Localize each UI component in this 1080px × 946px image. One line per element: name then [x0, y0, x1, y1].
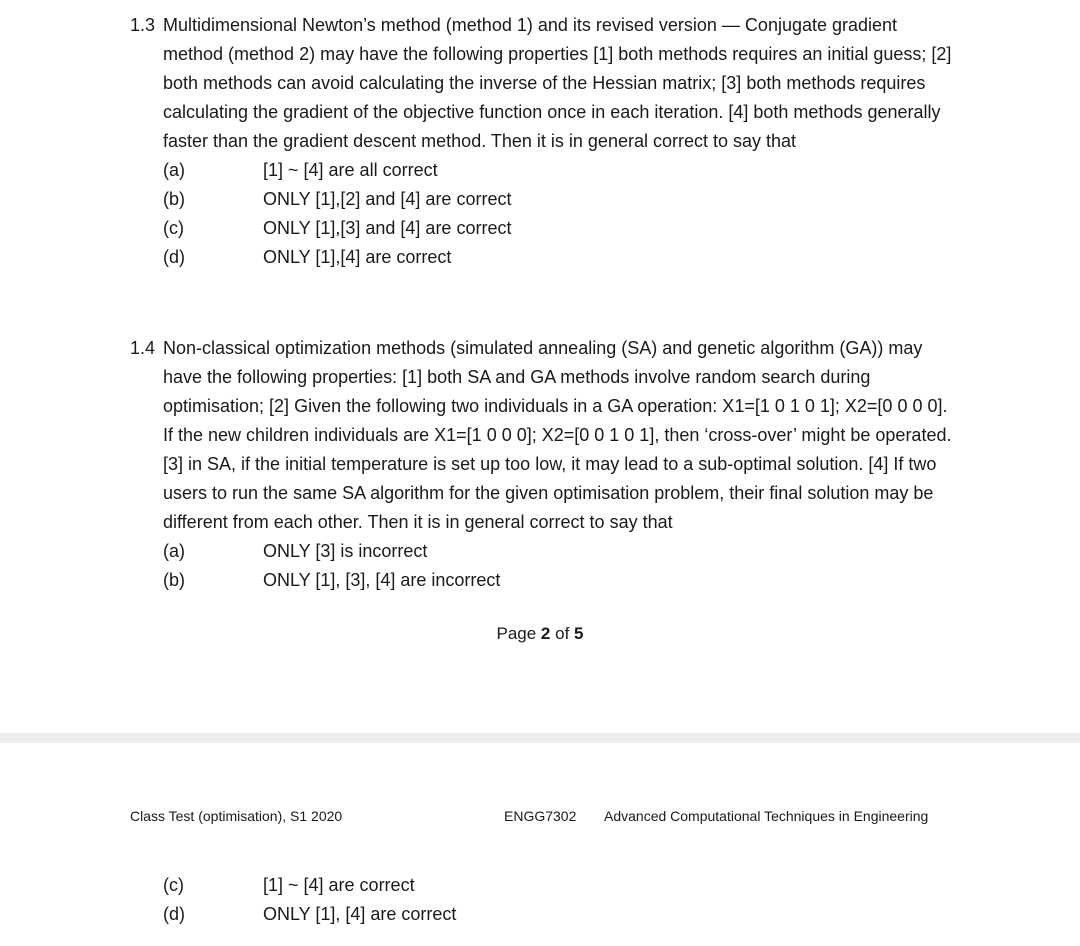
option-d: [163, 900, 960, 929]
option-letter: (c): [163, 875, 184, 895]
page-label: Page: [496, 624, 537, 643]
option-text: ONLY [1], [3], [4] are incorrect: [263, 570, 501, 590]
option-d: [163, 243, 960, 272]
option-c: [163, 214, 960, 243]
option-letter: (d): [163, 904, 185, 924]
option-a: [163, 537, 960, 566]
footer-course-code: ENGG7302: [504, 808, 577, 824]
question-1-4-continued: [130, 871, 960, 929]
option-letter: (d): [163, 247, 185, 267]
option-text: ONLY [1],[4] are correct: [263, 247, 452, 267]
option-text: [1] ~ [4] are correct: [263, 875, 415, 895]
option-text: ONLY [1],[2] and [4] are correct: [263, 189, 512, 209]
option-letter: (c): [163, 218, 184, 238]
option-text: ONLY [3] is incorrect: [263, 541, 428, 561]
option-text: ONLY [1],[3] and [4] are correct: [263, 218, 512, 238]
option-b: [163, 566, 960, 595]
page-total: 5: [574, 624, 584, 643]
page-of: of: [555, 624, 570, 643]
question-text: Non-classical optimization methods (simulated annealing (SA) and genetic algorithm (GA)) may have the following properties: [1] both SA and GA methods involve random search during optimisation; [2] Given the following two individuals in a GA operation: X1=[1 0 1 0 1]; X2=[0 0 0 0]. If the new children individuals are X1=[1 0 0 0]; X2=[0 0 1 0 1], then ‘cross-over’ might be operated. [3] in SA, if the initial temperature is set up too low, it may lead to a sub-optimal solution. [4] If two users to run the same SA algorithm for the given optimisation problem, their final solution may be different from each other. Then it is in general correct to say that: [163, 338, 952, 532]
option-letter: (a): [163, 541, 185, 561]
option-c: [163, 871, 960, 900]
option-text: ONLY [1], [4] are correct: [263, 904, 457, 924]
page-current: 2: [540, 624, 551, 643]
footer-course-title: Advanced Computational Techniques in Engineering: [604, 808, 929, 824]
option-letter: (b): [163, 570, 185, 590]
option-letter: (b): [163, 189, 185, 209]
question-number: 1.4: [130, 338, 156, 358]
option-a: [163, 156, 960, 185]
footer-course-test: Class Test (optimisation), S1 2020: [130, 808, 343, 824]
option-text: [1] ~ [4] are all correct: [263, 160, 438, 180]
question-text: Multidimensional Newton’s method (method 1) and its revised version — Conjugate gradient method (method 2) may have the following properties [1] both methods requires an initial guess; [2] both methods can avoid calculating the inverse of the Hessian matrix; [3] both methods requires calculating the gradient of the objective function once in each iteration. [4] both methods generally faster than the gradient descent method. Then it is in general correct to say that: [163, 15, 952, 151]
question-1-3: [130, 11, 960, 272]
option-letter: (a): [163, 160, 185, 180]
question-1-4: [130, 334, 960, 595]
option-b: [163, 185, 960, 214]
question-number: 1.3: [130, 15, 156, 35]
page-separator: [0, 733, 1080, 743]
page-number: [0, 619, 1080, 648]
